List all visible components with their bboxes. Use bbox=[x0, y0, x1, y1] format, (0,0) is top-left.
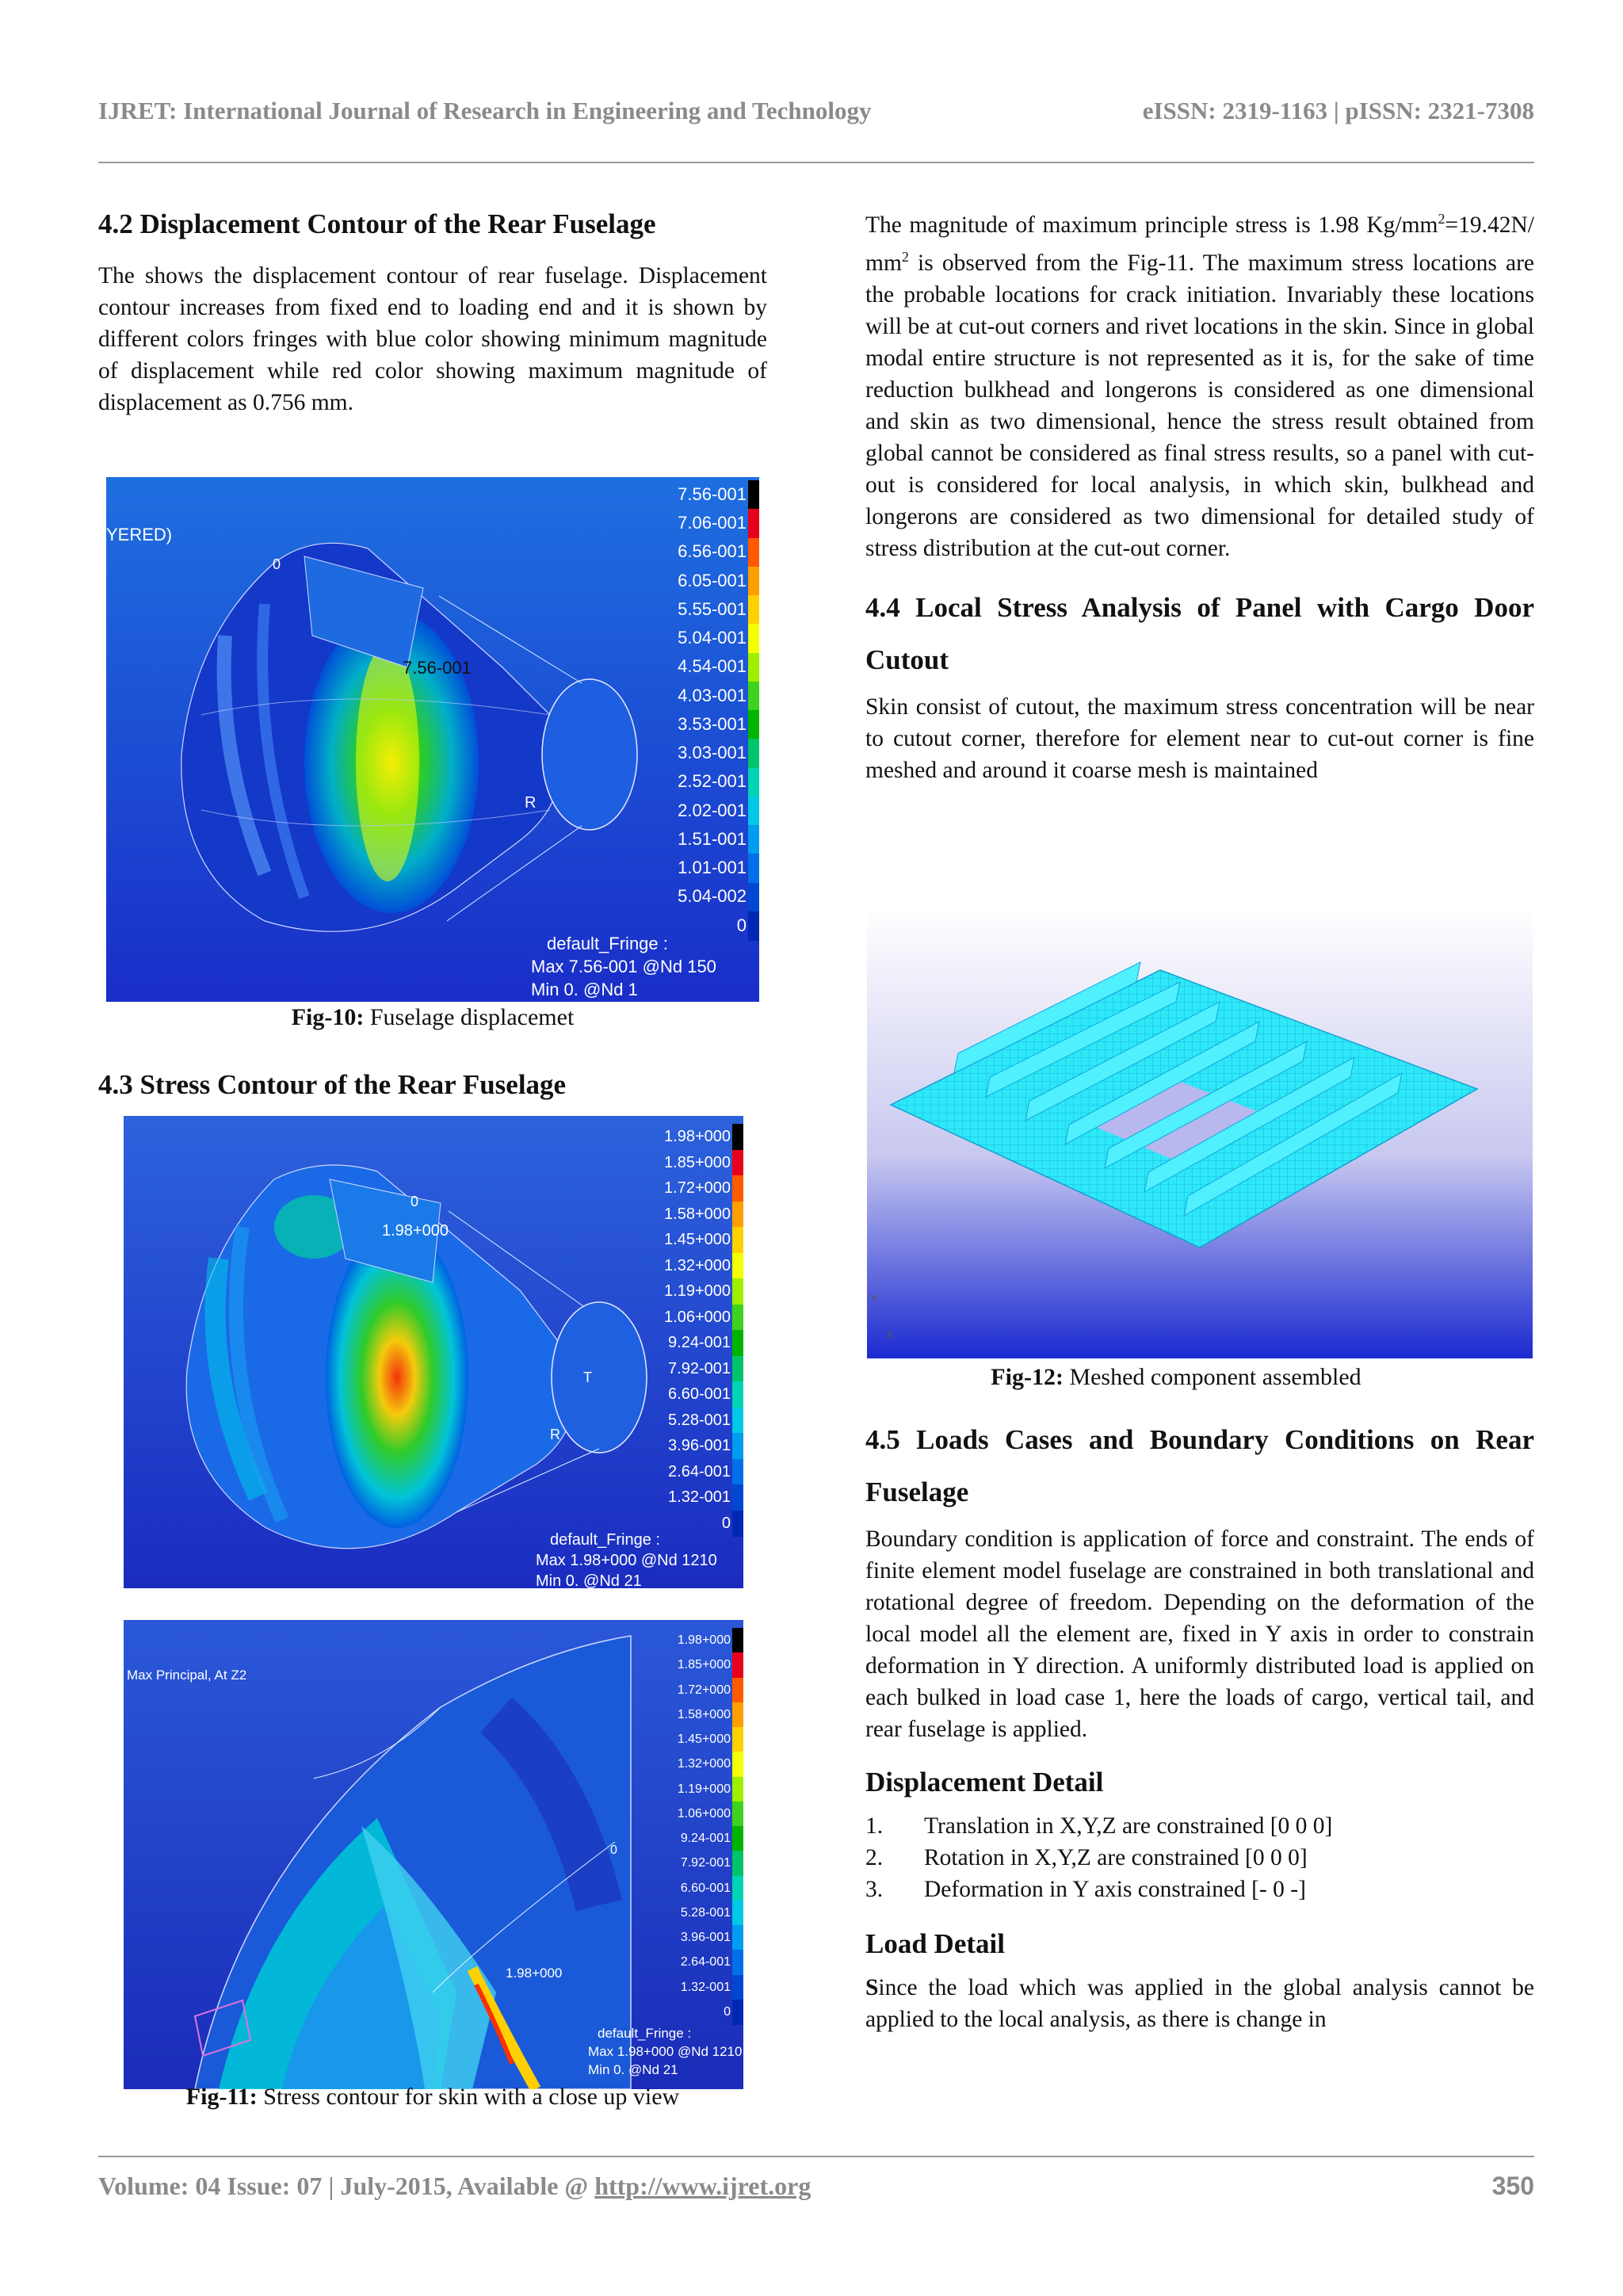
legend-swatch bbox=[732, 1227, 743, 1253]
legend-label: 6.56-001 bbox=[678, 541, 747, 562]
running-header bbox=[98, 97, 1534, 136]
legend-swatch bbox=[732, 1408, 743, 1434]
legend-swatch bbox=[732, 1628, 743, 1653]
legend-label: 6.60-001 bbox=[668, 1385, 731, 1404]
legend-swatch bbox=[732, 1901, 743, 1926]
item-number: 3. bbox=[865, 1877, 884, 1902]
legend-label: 1.01-001 bbox=[678, 858, 747, 878]
stress-sup-2: 2 bbox=[901, 248, 909, 265]
fig11a-t-label: T bbox=[583, 1370, 592, 1385]
fig11a-image bbox=[124, 1116, 743, 1588]
fig10-fringe-info bbox=[531, 932, 716, 1001]
displacement-item bbox=[865, 1810, 1534, 1842]
item-number: 1. bbox=[865, 1813, 884, 1839]
journal-name: IJRET: International Journal of Research in Engineering and Technology bbox=[98, 97, 872, 124]
legend-label: 1.85+000 bbox=[677, 1658, 731, 1672]
fig10-caption bbox=[98, 1002, 767, 1033]
issn: eISSN: 2319-1163 | pISSN: 2321-7308 bbox=[1142, 97, 1534, 124]
legend-label: 1.72+000 bbox=[677, 1683, 731, 1697]
legend-swatch bbox=[732, 1678, 743, 1703]
legend-swatch bbox=[732, 1201, 743, 1228]
footer-volume: Volume: 04 Issue: 07 | July-2015, Available @ bbox=[98, 2172, 595, 2200]
section-4-2-title: 4.2 Displacement Contour of the Rear Fuselage bbox=[98, 208, 656, 239]
legend-swatch bbox=[732, 1801, 743, 1827]
legend-label: 1.19+000 bbox=[677, 1782, 731, 1796]
fig11a-r-label: R bbox=[550, 1427, 560, 1442]
legend-label: 3.03-001 bbox=[678, 743, 747, 763]
legend-label: 1.06+000 bbox=[677, 1806, 731, 1820]
item-text: Deformation in Y axis constrained [- 0 -] bbox=[924, 1877, 1306, 1902]
legend-swatch bbox=[748, 567, 759, 596]
legend-label: 1.98+000 bbox=[677, 1633, 731, 1648]
legend-label: 7.92-001 bbox=[680, 1856, 731, 1870]
fig11b-max-label: 1.98+000 bbox=[506, 1966, 563, 1981]
fig11-caption bbox=[98, 2081, 767, 2113]
left-column bbox=[98, 198, 767, 418]
legend-label: 7.06-001 bbox=[678, 513, 747, 533]
displacement-item bbox=[865, 1842, 1534, 1874]
legend-swatch bbox=[748, 911, 759, 941]
legend-label: 3.96-001 bbox=[680, 1931, 731, 1945]
legend-swatch bbox=[732, 1253, 743, 1279]
legend-swatch bbox=[748, 595, 759, 625]
item-number: 2. bbox=[865, 1845, 884, 1870]
footer-rule bbox=[98, 2156, 1534, 2157]
fig11a-fringe-max: Max 1.98+000 @Nd 1210 bbox=[536, 1552, 717, 1569]
section-4-5-title: 4.5 Loads Cases and Boundary Conditions on Rear Fuselage bbox=[865, 1424, 1534, 1507]
legend-swatch bbox=[732, 1356, 743, 1382]
legend-swatch bbox=[732, 1925, 743, 1950]
stress-text-c: is observed from the Fig-11. The maximum stress locations are the probable locations for crack initiation. Invariably these locations will be at cut-out corners and rivet locations in the skin. Since in global modal entire structure is not represented as it is, for the sake of time reduction bulkhead and longerons is considered as one dimensional and skin as two dimensional, hence the stress result obtained from global cannot be considered as final stress results, so a panel with cut-out is considered for local analysis, in which skin, bulkhead and longerons are considered as two dimensional for detailed study of stress distribution at the cut-out corner. bbox=[865, 250, 1534, 561]
fig11b-fringe-info bbox=[588, 2024, 742, 2079]
legend-label: 7.92-001 bbox=[668, 1359, 731, 1377]
legend-swatch bbox=[748, 624, 759, 653]
header-rule bbox=[98, 162, 1534, 163]
legend-swatch bbox=[748, 797, 759, 826]
legend-label: 5.04-002 bbox=[678, 886, 747, 907]
fig12-axis-x: X bbox=[886, 1328, 894, 1341]
fig11a-zero-label: 0 bbox=[411, 1194, 419, 1209]
legend-swatch bbox=[732, 1124, 743, 1150]
legend-label: 3.96-001 bbox=[668, 1437, 731, 1455]
fig11-caption-text: Stress contour for skin with a close up view bbox=[257, 2084, 680, 2110]
displacement-item bbox=[865, 1874, 1534, 1905]
fig11b-fringe-title: default_Fringe : bbox=[598, 2026, 692, 2041]
legend-swatch bbox=[732, 2000, 743, 2025]
fig12-caption-text: Meshed component assembled bbox=[1063, 1364, 1361, 1390]
fig10-corner-label: YERED) bbox=[106, 525, 173, 544]
section-4-3-title: 4.3 Stress Contour of the Rear Fuselage bbox=[98, 1069, 567, 1100]
fig11b-fringe-max: Max 1.98+000 @Nd 1210 bbox=[588, 2044, 743, 2059]
legend-swatch bbox=[732, 1752, 743, 1777]
legend-label: 1.06+000 bbox=[664, 1308, 731, 1326]
legend-label: 1.32+000 bbox=[677, 1757, 731, 1771]
fig10-legend bbox=[656, 480, 759, 940]
legend-label: 4.03-001 bbox=[678, 685, 747, 705]
load-initial: S bbox=[865, 1975, 879, 2000]
legend-label: 0 bbox=[736, 915, 747, 935]
legend-label: 5.28-001 bbox=[680, 1905, 731, 1920]
legend-swatch bbox=[748, 825, 759, 854]
legend-swatch bbox=[748, 854, 759, 883]
legend-swatch bbox=[732, 1851, 743, 1876]
fig10-max-label: 7.56-001 bbox=[403, 658, 472, 678]
legend-label: 0 bbox=[724, 2004, 731, 2019]
legend-swatch bbox=[748, 480, 759, 510]
fig11a-fringe-min: Min 0. @Nd 21 bbox=[536, 1572, 642, 1588]
fig11a-legend bbox=[639, 1124, 743, 1536]
fig12-image bbox=[867, 907, 1533, 1358]
fig11a-fringe-info bbox=[536, 1530, 717, 1588]
legend-label: 1.19+000 bbox=[664, 1282, 731, 1301]
legend-label: 5.04-001 bbox=[678, 628, 747, 648]
legend-swatch bbox=[748, 768, 759, 797]
legend-swatch bbox=[732, 1150, 743, 1176]
fig10-image bbox=[106, 477, 759, 1002]
fig10-fringe-min: Min 0. @Nd 1 bbox=[531, 980, 638, 999]
fig11b-zero-label: 0 bbox=[610, 1843, 617, 1857]
fig12-caption-label: Fig-12: bbox=[991, 1364, 1064, 1390]
stress-paragraph bbox=[865, 203, 1534, 564]
fig11b-image bbox=[124, 1620, 743, 2089]
page-number: 350 bbox=[1491, 2172, 1534, 2200]
legend-label: 1.51-001 bbox=[678, 828, 747, 849]
legend-label: 7.56-001 bbox=[678, 483, 747, 504]
legend-label: 2.52-001 bbox=[678, 771, 747, 792]
displacement-detail-title: Displacement Detail bbox=[865, 1767, 1104, 1797]
right-column-lower bbox=[865, 1414, 1534, 2035]
legend-label: 1.85+000 bbox=[664, 1153, 731, 1171]
item-text: Translation in X,Y,Z are constrained [0 0 0] bbox=[924, 1813, 1333, 1839]
legend-swatch bbox=[732, 1702, 743, 1728]
legend-swatch bbox=[732, 1652, 743, 1678]
legend-label: 1.72+000 bbox=[664, 1179, 731, 1198]
fig11a-fringe-title: default_Fringe : bbox=[550, 1531, 660, 1549]
displacement-list bbox=[865, 1810, 1534, 1905]
fig10-fringe-title: default_Fringe : bbox=[547, 934, 668, 953]
legend-swatch bbox=[732, 1826, 743, 1851]
fig11b-legend bbox=[647, 1628, 743, 2024]
legend-label: 0 bbox=[721, 1514, 731, 1532]
legend-swatch bbox=[732, 1278, 743, 1305]
load-detail-title: Load Detail bbox=[865, 1928, 1005, 1959]
legend-label: 4.54-001 bbox=[678, 656, 747, 677]
legend-label: 1.32+000 bbox=[664, 1256, 731, 1274]
legend-label: 1.58+000 bbox=[664, 1205, 731, 1223]
fig12-caption bbox=[865, 1362, 1534, 1393]
item-text: Rotation in X,Y,Z are constrained [0 0 0] bbox=[924, 1845, 1308, 1870]
legend-swatch bbox=[732, 1175, 743, 1201]
section-4-4-text: Skin consist of cutout, the maximum stress concentration will be near to cutout corner, therefore for element near to cut-out corner is fine meshed and around it coarse mesh is maintained bbox=[865, 693, 1534, 783]
load-detail-text bbox=[865, 1972, 1534, 2035]
legend-swatch bbox=[732, 1433, 743, 1459]
fig10-fringe-max: Max 7.56-001 @Nd 150 bbox=[531, 957, 716, 976]
legend-swatch bbox=[748, 883, 759, 912]
fig11-caption-label: Fig-11: bbox=[185, 2084, 258, 2110]
fig10-caption-text: Fuselage displacemet bbox=[364, 1004, 575, 1030]
legend-swatch bbox=[732, 1727, 743, 1752]
legend-swatch bbox=[748, 710, 759, 739]
load-text: ince the load which was applied in the global analysis cannot be applied to the local analysis, as there is change in bbox=[865, 1975, 1534, 2032]
legend-label: 6.05-001 bbox=[678, 570, 747, 590]
legend-swatch bbox=[732, 1511, 743, 1537]
right-column bbox=[865, 203, 1534, 786]
legend-swatch bbox=[748, 538, 759, 567]
legend-label: 1.32-001 bbox=[668, 1488, 731, 1507]
legend-label: 1.98+000 bbox=[664, 1128, 731, 1146]
legend-label: 2.02-001 bbox=[678, 800, 747, 820]
fig12-axis-y: Y bbox=[870, 1292, 878, 1305]
legend-swatch bbox=[732, 1975, 743, 2000]
legend-label: 2.64-001 bbox=[680, 1955, 731, 1969]
legend-swatch bbox=[748, 682, 759, 711]
stress-sup-1: 2 bbox=[1438, 211, 1445, 227]
fig11b-title: Max Principal, At Z2 bbox=[127, 1668, 247, 1683]
legend-swatch bbox=[732, 1484, 743, 1511]
legend-swatch bbox=[732, 1950, 743, 1975]
running-footer bbox=[98, 2172, 1534, 2201]
stress-text-a: The magnitude of maximum principle stress is 1.98 Kg/mm bbox=[865, 212, 1438, 238]
legend-label: 1.32-001 bbox=[680, 1980, 731, 1994]
legend-swatch bbox=[748, 739, 759, 768]
fig10-zero-label: 0 bbox=[273, 556, 281, 572]
fig10-r-label: R bbox=[525, 794, 537, 812]
legend-swatch bbox=[732, 1777, 743, 1802]
legend-label: 5.55-001 bbox=[678, 598, 747, 619]
legend-label: 9.24-001 bbox=[668, 1334, 731, 1352]
section-4-5-text: Boundary condition is application of force and constraint. The ends of finite element model fuselage are constrained in both translational and rotational degree of freedom. Depending on the deformation of the local model all the element are, fixed in Y axis in order to constrain deformation in Y direction. A uniformly distributed load is applied on each bulked in load case 1, here the loads of cargo, vertical tail, and rear fuselage is applied. bbox=[865, 1526, 1534, 1742]
legend-label: 1.45+000 bbox=[664, 1231, 731, 1249]
fig10-caption-label: Fig-10: bbox=[291, 1004, 365, 1030]
legend-swatch bbox=[748, 509, 759, 538]
legend-swatch bbox=[732, 1330, 743, 1356]
legend-label: 1.45+000 bbox=[677, 1733, 731, 1747]
section-4-2-text: The shows the displacement contour of rear fuselage. Displacement contour increases from fixed end to loading end and it is shown by different colors fringes with blue color showing minimum magnitude of displacement while red color showing maximum magnitude of displacement as 0.756 mm. bbox=[98, 263, 767, 415]
legend-label: 6.60-001 bbox=[680, 1881, 731, 1895]
legend-swatch bbox=[732, 1876, 743, 1901]
stress-text-b: =19.42N/ mm bbox=[865, 212, 1534, 276]
journal-link[interactable]: http://www.ijret.org bbox=[594, 2172, 812, 2200]
legend-label: 5.28-001 bbox=[668, 1411, 731, 1429]
legend-label: 1.58+000 bbox=[677, 1707, 731, 1721]
legend-label: 9.24-001 bbox=[680, 1832, 731, 1846]
legend-swatch bbox=[748, 653, 759, 682]
legend-swatch bbox=[732, 1305, 743, 1331]
legend-swatch bbox=[732, 1459, 743, 1485]
section-4-4-title: 4.4 Local Stress Analysis of Panel with Cargo Door Cutout bbox=[865, 591, 1534, 675]
legend-label: 2.64-001 bbox=[668, 1462, 731, 1480]
fig11b-fringe-min: Min 0. @Nd 21 bbox=[588, 2062, 678, 2077]
legend-swatch bbox=[732, 1381, 743, 1408]
fig11a-max-label: 1.98+000 bbox=[382, 1222, 449, 1240]
legend-label: 3.53-001 bbox=[678, 713, 747, 734]
